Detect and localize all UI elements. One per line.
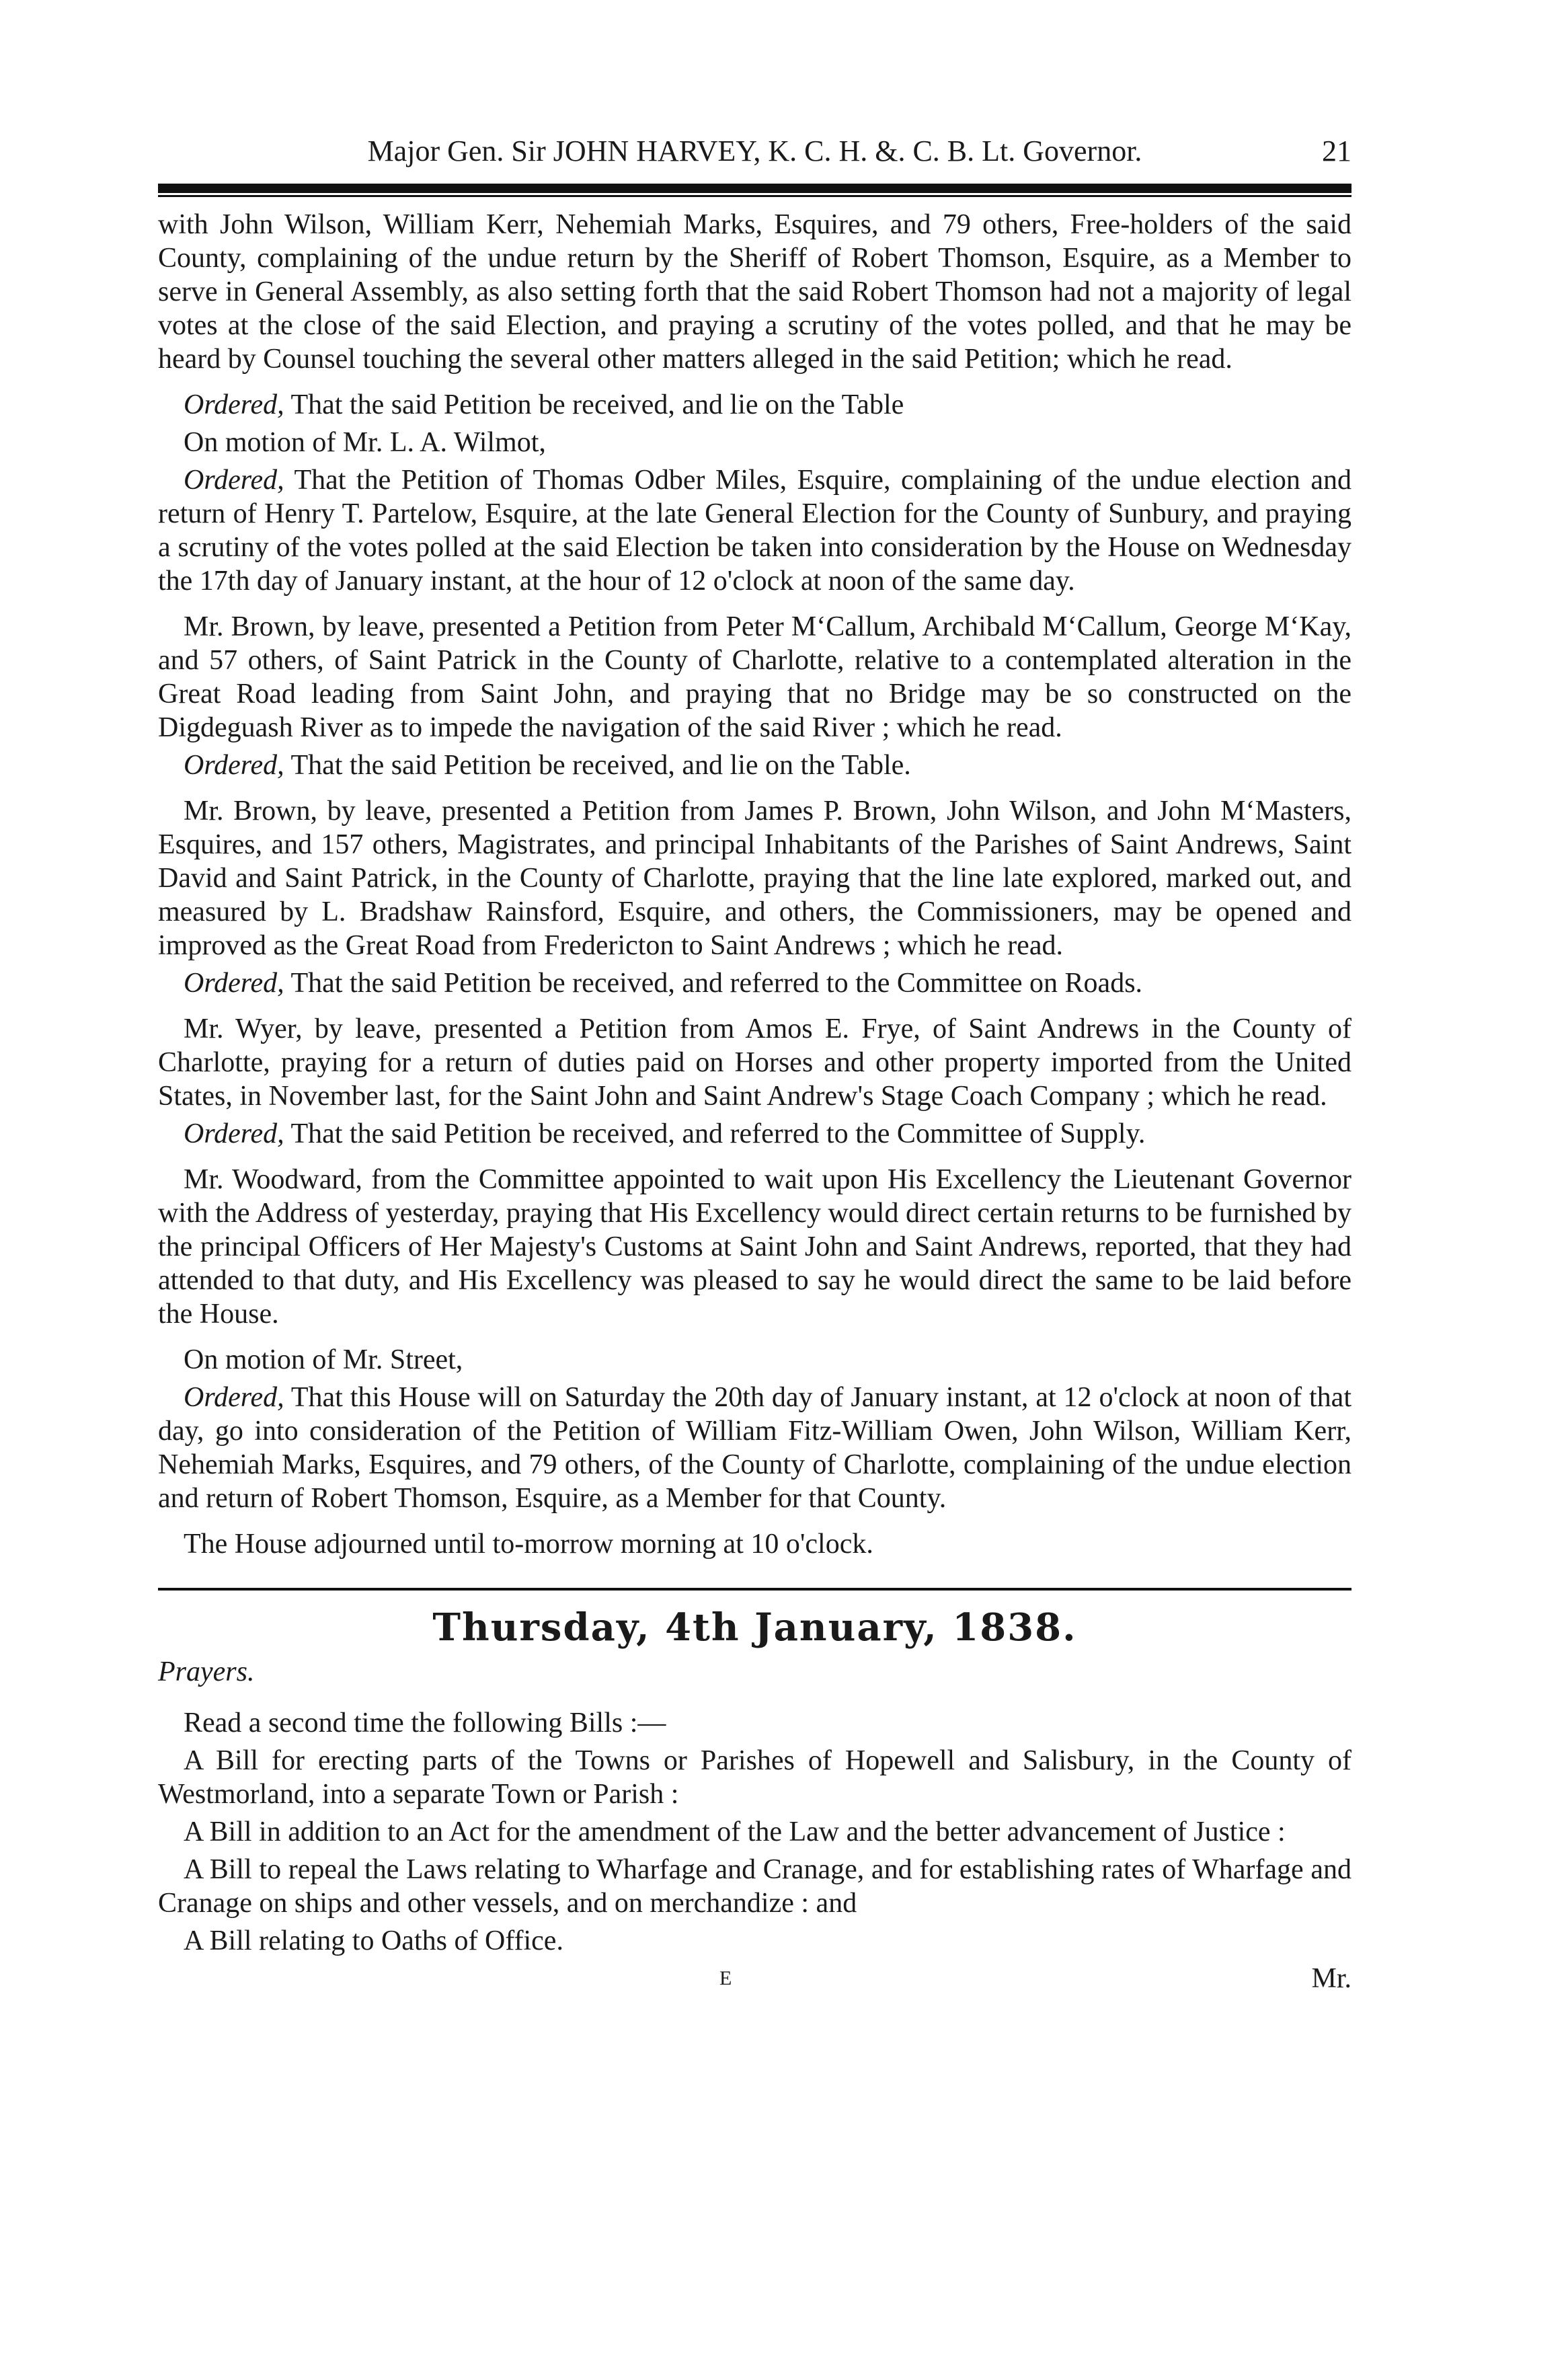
header-title: Major Gen. Sir JOHN HARVEY, K. C. H. &. C. B. Lt. Governor.: [367, 135, 1142, 167]
journal-page: [158, 131, 1351, 2002]
running-header: [158, 131, 1351, 171]
paragraph: On motion of Mr. Street,: [184, 1344, 463, 1375]
ordered-text: That the said Petition be received, and lie on the Table: [290, 389, 904, 420]
ordered-label: Ordered,: [184, 389, 284, 420]
ordered-text: That the Petition of Thomas Odber Miles, Esquire, complaining of the undue election and return of Henry T. Partelow, Esquire, at the late General Election for the County of Sunbury, and praying a scrutiny of the votes polled at the said Election be taken into consideration by the House on Wednesday the 17th day of January instant, at the hour of 12 o'clock at noon of the same day.: [158, 465, 1351, 597]
prayers-label: Prayers.: [158, 1656, 255, 1687]
signature-mark: E: [719, 1967, 732, 1989]
ordered-label: Ordered,: [184, 750, 284, 781]
ordered-paragraph: [158, 1117, 1351, 1151]
paragraph: The House adjourned until to-morrow morning at 10 o'clock.: [184, 1529, 873, 1560]
catchword: Mr.: [1311, 1963, 1351, 1994]
paragraph: On motion of Mr. L. A. Wilmot,: [184, 427, 546, 458]
ordered-label: Ordered,: [184, 1382, 284, 1413]
bill-item: A Bill to repeal the Laws relating to Wharfage and Cranage, and for establishing rates of Wharfage and Cranage on ships and other vessels, and on merchandize : and: [158, 1854, 1351, 1919]
ordered-label: Ordered,: [184, 1118, 284, 1149]
page-number: 21: [1322, 135, 1351, 167]
ordered-text: That the said Petition be received, and referred to the Committee on Roads.: [290, 968, 1143, 999]
ordered-paragraph: [158, 966, 1351, 1000]
header-rule-thin: [158, 195, 1351, 197]
bill-item: A Bill in addition to an Act for the amendment of the Law and the better advancement of Justice :: [184, 1816, 1286, 1847]
ordered-text: That this House will on Saturday the 20th day of January instant, at 12 o'clock at noon of that day, go into consideration of the Petition of William Fitz-William Owen, John Wilson, William Kerr, Nehemiah Marks, Esquires, and 79 others, of the County of Charlotte, complaining of the undue election and return of Robert Thomson, Esquire, as a Member for that County.: [158, 1382, 1351, 1514]
paragraph: Mr. Brown, by leave, presented a Petition from Peter M‘Callum, Archibald M‘Callum, George M‘Kay, and 57 others, of Saint Patrick in the County of Charlotte, relative to a contemplated alteration in the Great Road leading from Saint John, and praying that no Bridge may be so constructed on the Digdeguash River as to impede the navigation of the said River ; which he read.: [158, 611, 1351, 743]
ordered-label: Ordered,: [184, 465, 284, 496]
section-divider: [158, 1588, 1351, 1591]
ordered-paragraph: [158, 749, 1351, 782]
ordered-text: That the said Petition be received, and lie on the Table.: [290, 750, 911, 781]
page-footer: [158, 1962, 1351, 2002]
ordered-label: Ordered,: [184, 968, 284, 999]
paragraph: Mr. Woodward, from the Committee appointed to wait upon His Excellency the Lieutenant Governor with the Address of yesterday, praying that His Excellency would direct certain returns to be furnished by the principal Officers of Her Majesty's Customs at Saint John and Saint Andrews, reported, that they had attended to that duty, and His Excellency was pleased to say he would direct the same to be laid before the House.: [158, 1164, 1351, 1330]
paragraph: Mr. Brown, by leave, presented a Petition from James P. Brown, John Wilson, and John M‘Masters, Esquires, and 157 others, Magistrates, and principal Inhabitants of the Parishes of Saint Andrews, Saint David and Saint Patrick, in the County of Charlotte, praying that the line late explored, marked out, and measured by L. Bradshaw Rainsford, Esquire, and others, the Commissioners, may be opened and improved as the Great Road from Fredericton to Saint Andrews ; which he read.: [158, 796, 1351, 961]
paragraph: with John Wilson, William Kerr, Nehemiah Marks, Esquires, and 79 others, Free-holders of the said County, complaining of the undue return by the Sheriff of Robert Thomson, Esquire, as a Member to serve in General Assembly, as also setting forth that the said Robert Thomson had not a majority of legal votes at the close of the said Election, and praying a scrutiny of the votes polled, and that he may be heard by Counsel touching the several other matters alleged in the said Petition; which he read.: [158, 209, 1351, 375]
bill-item: A Bill relating to Oaths of Office.: [184, 1925, 563, 1956]
ordered-paragraph: [158, 463, 1351, 598]
bills-intro: Read a second time the following Bills :—: [184, 1708, 666, 1738]
day-heading: Thursday, 4th January, 1838.: [432, 1605, 1077, 1650]
paragraph: Mr. Wyer, by leave, presented a Petition from Amos E. Frye, of Saint Andrews in the County of Charlotte, praying for a return of duties paid on Horses and other property imported from the United States, in November last, for the Saint John and Saint Andrew's Stage Coach Company ; which he read.: [158, 1013, 1351, 1112]
bill-item: A Bill for erecting parts of the Towns or Parishes of Hopewell and Salisbury, in the County of Westmorland, into a separate Town or Parish :: [158, 1745, 1351, 1810]
header-rule-thick: [158, 184, 1351, 193]
ordered-paragraph: [158, 388, 1351, 422]
ordered-paragraph: [158, 1381, 1351, 1515]
ordered-text: That the said Petition be received, and referred to the Committee of Supply.: [290, 1118, 1146, 1149]
